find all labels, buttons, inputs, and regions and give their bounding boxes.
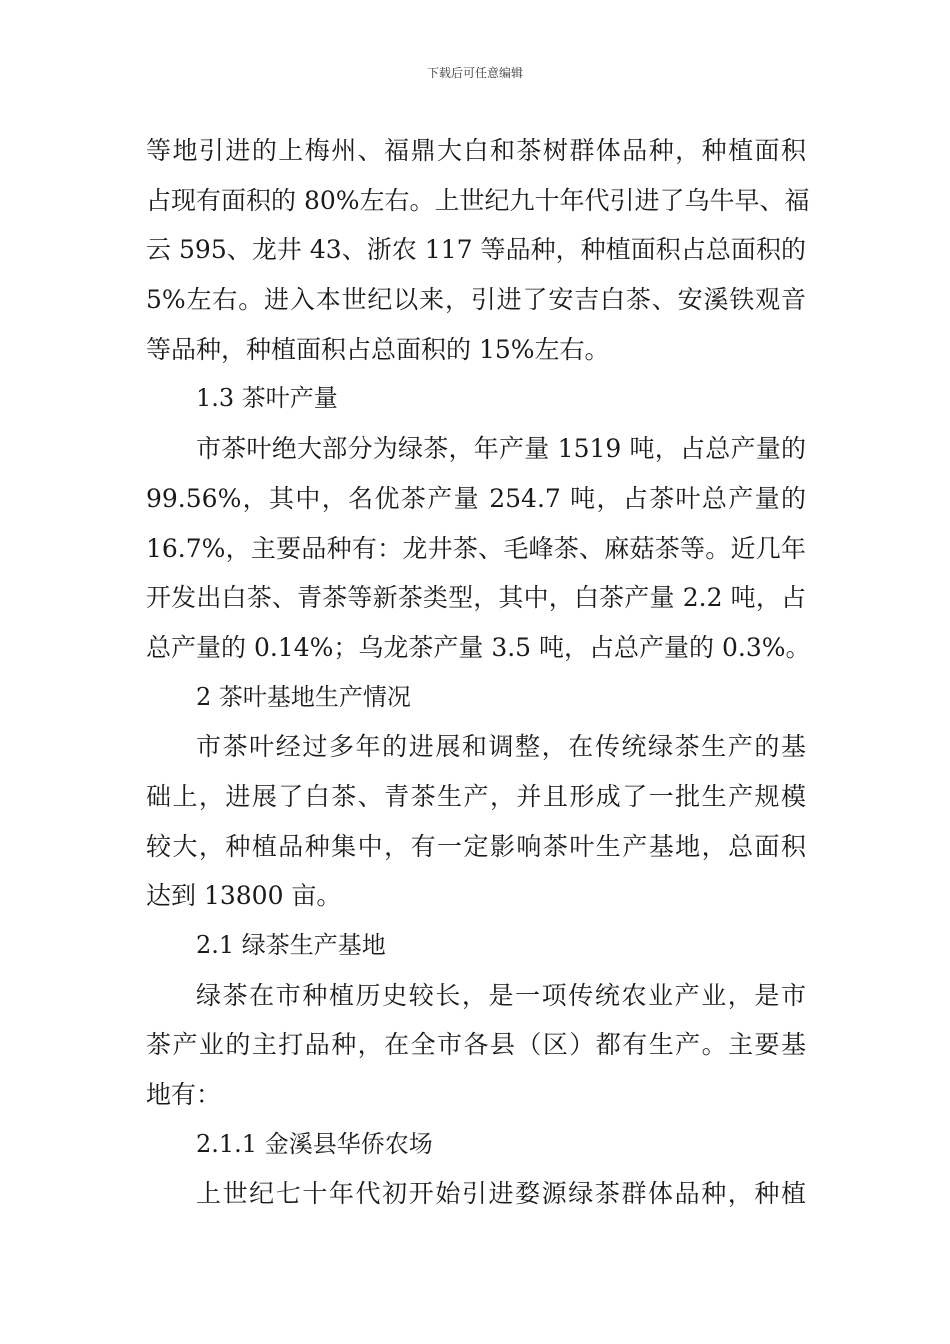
text-line: 99.56%，其中，名优茶产量 254.7 吨，占茶叶总产量的 xyxy=(146,483,806,513)
text-line: 市茶叶经过多年的进展和调整，在传统绿茶生产的基 xyxy=(196,732,806,762)
text-line: 云 595、龙井 43、浙农 117 等品种，种植面积占总面积的 xyxy=(146,235,806,265)
text-line: 达到 13800 亩。 xyxy=(146,881,342,911)
text-line: 占现有面积的 80%左右。上世纪九十年代引进了乌牛早、福 xyxy=(146,185,810,215)
text-line: 较大，种植品种集中，有一定影响茶叶生产基地，总面积 xyxy=(146,831,806,861)
section-heading-2: 2 茶叶基地生产情况 xyxy=(196,682,411,711)
text-line: 地有： xyxy=(146,1080,222,1110)
text-line: 市茶叶绝大部分为绿茶，年产量 1519 吨，占总产量的 xyxy=(196,434,806,464)
text-line: 上世纪七十年代初开始引进婺源绿茶群体品种，种植 xyxy=(196,1179,806,1209)
text-line: 茶产业的主打品种，在全市各县（区）都有生产。主要基 xyxy=(146,1030,806,1060)
section-heading-1-3: 1.3 茶叶产量 xyxy=(196,384,338,413)
paragraph-farm xyxy=(146,1169,806,1219)
page-header: 下载后可任意编辑 xyxy=(426,66,523,80)
text-line: 5%左右。进入本世纪以来，引进了安吉白茶、安溪铁观音 xyxy=(146,285,806,315)
paragraph-base xyxy=(146,722,806,921)
text-line: 总产量的 0.14%；乌龙茶产量 3.5 吨，占总产量的 0.3%。 xyxy=(146,632,811,662)
document-body xyxy=(146,126,811,1219)
paragraph-output xyxy=(146,424,811,672)
paragraph-green-tea xyxy=(146,971,806,1120)
section-heading-2-1: 2.1 绿茶生产基地 xyxy=(196,931,386,959)
text-line: 绿茶在市种植历史较长，是一项传统农业产业，是市 xyxy=(196,980,806,1010)
paragraph-varieties xyxy=(146,126,810,374)
text-line: 等品种，种植面积占总面积的 15%左右。 xyxy=(146,334,610,364)
text-line: 等地引进的上梅州、福鼎大白和茶树群体品种，种植面积 xyxy=(146,136,806,165)
text-line: 础上，进展了白茶、青茶生产，并且形成了一批生产规模 xyxy=(146,781,806,811)
text-line: 开发出白茶、青茶等新茶类型，其中，白茶产量 2.2 吨，占 xyxy=(146,583,806,613)
text-line: 16.7%，主要品种有：龙井茶、毛峰茶、麻菇茶等。近几年 xyxy=(146,533,806,563)
section-heading-2-1-1: 2.1.1 金溪县华侨农场 xyxy=(196,1129,433,1158)
